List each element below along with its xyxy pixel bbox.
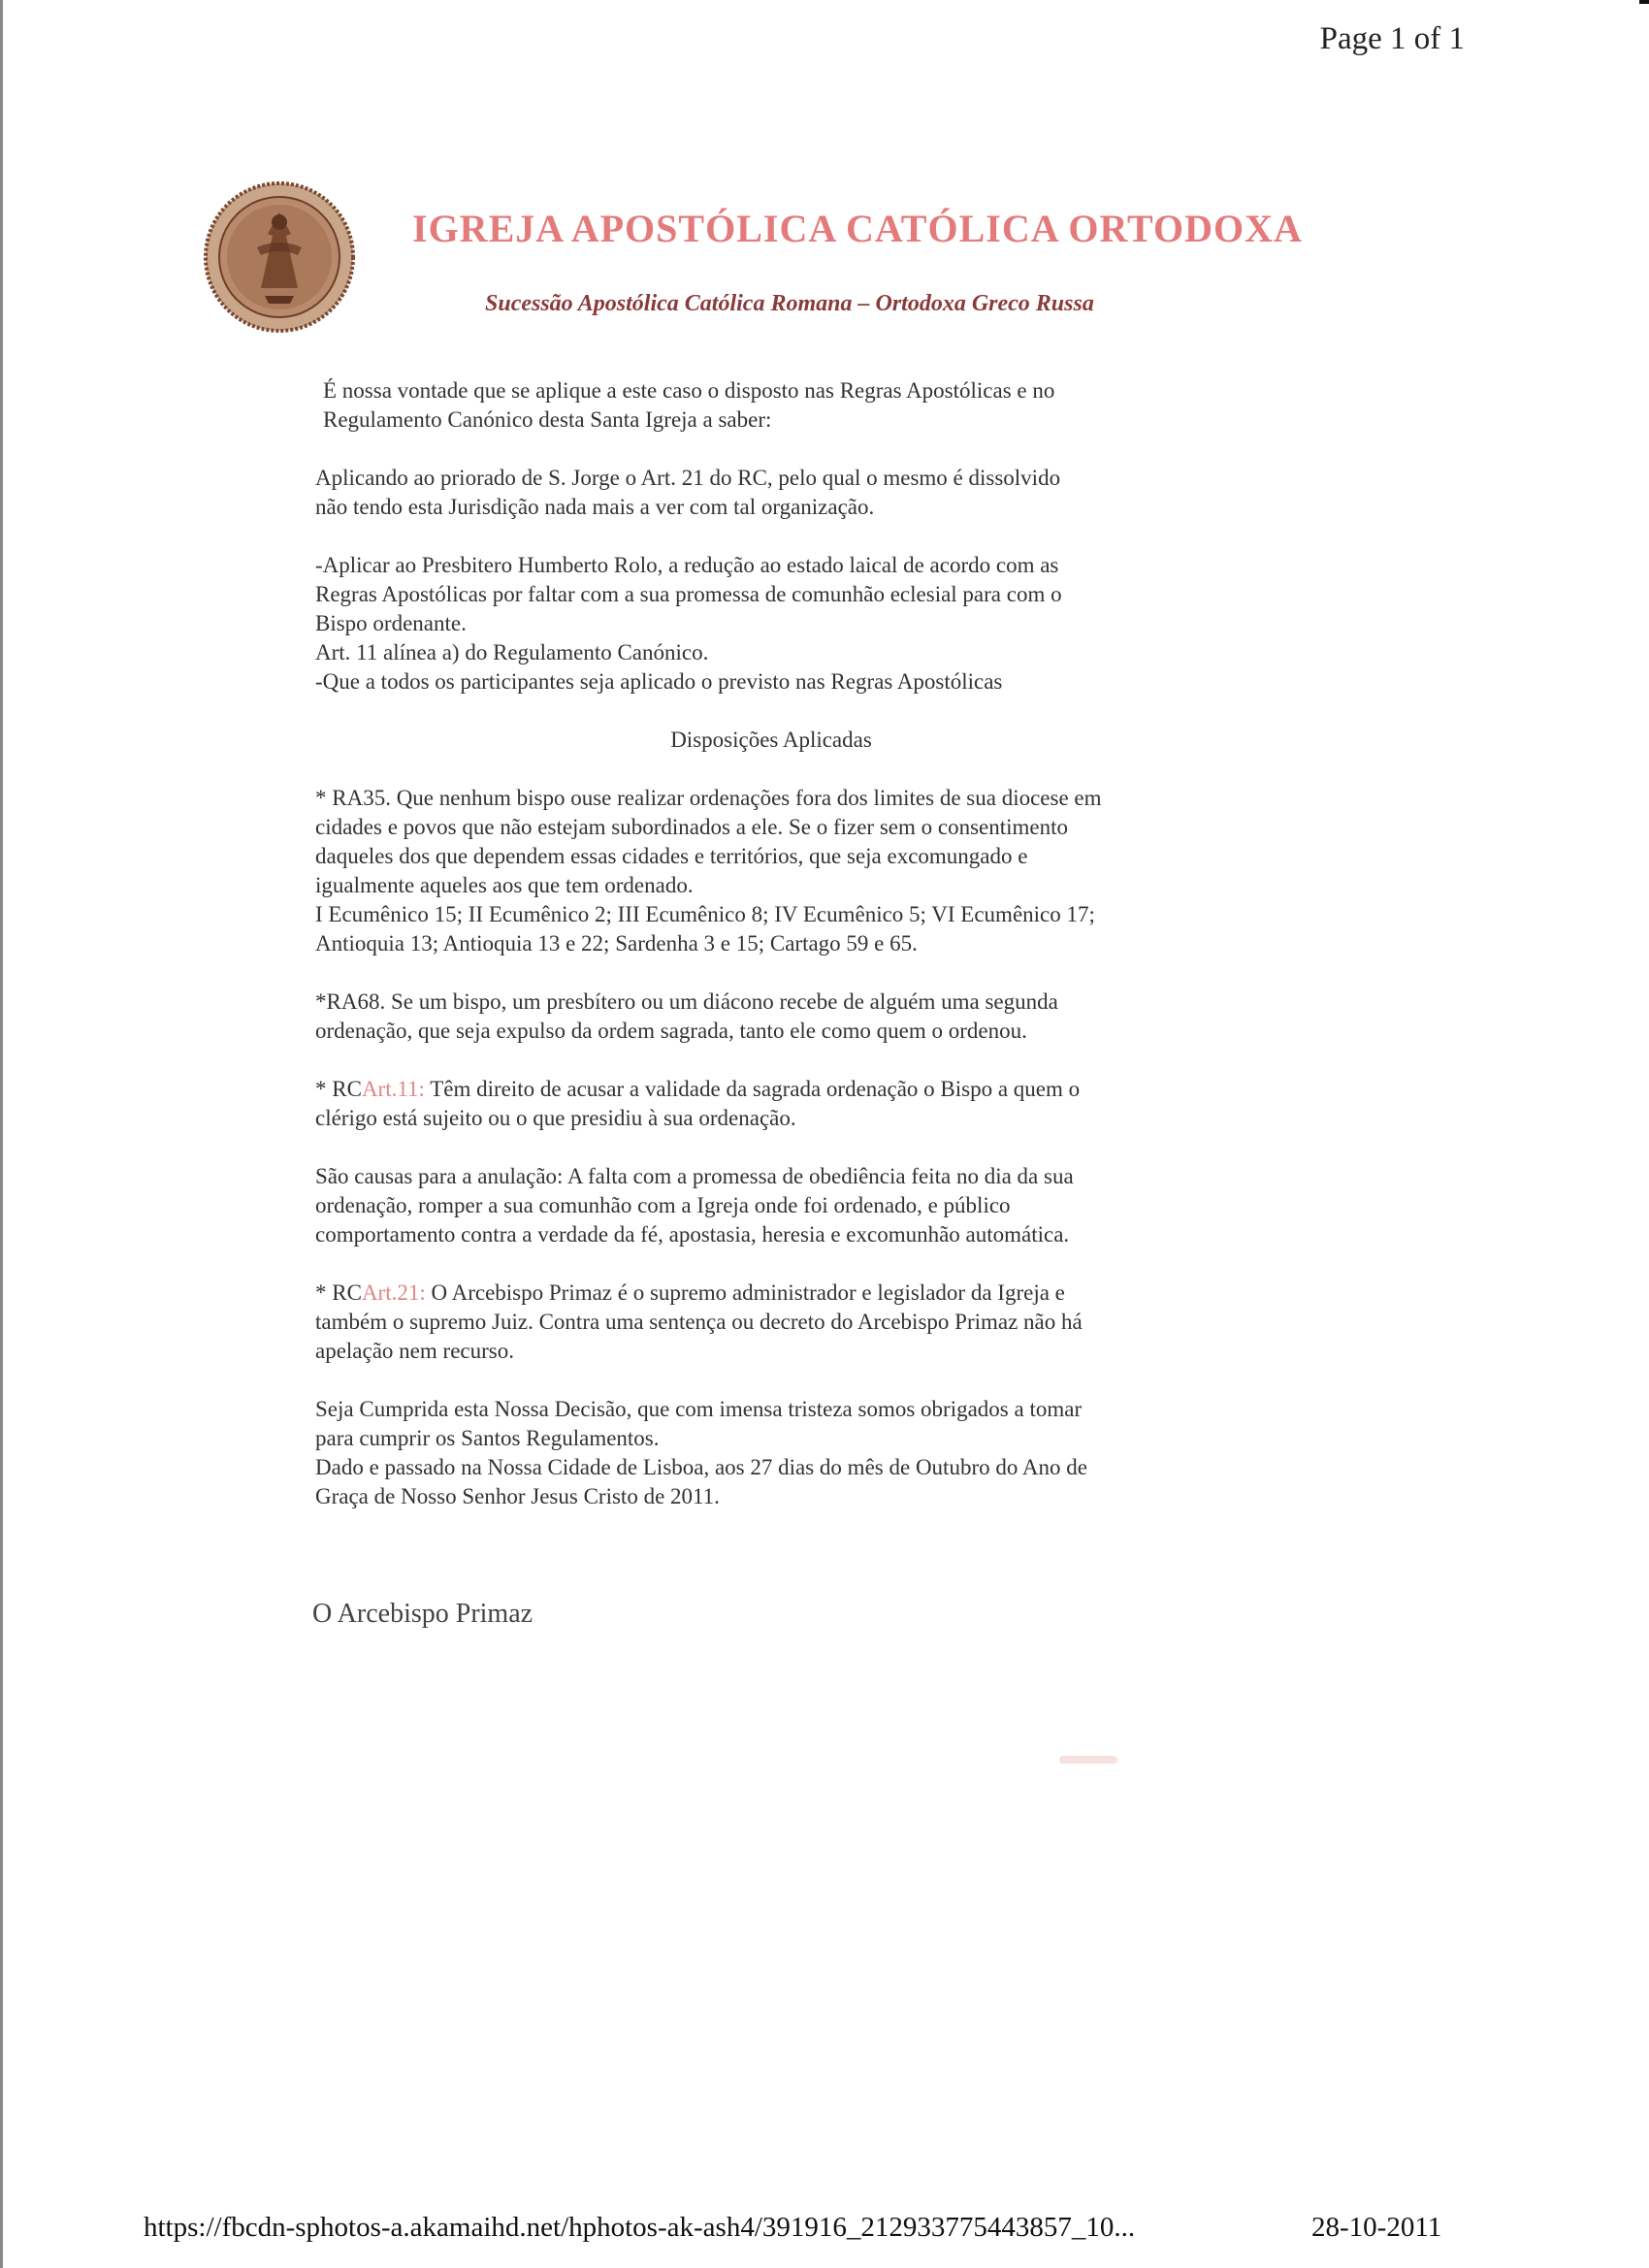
text-line: * RA35. Que nenhum bispo ouse realizar ordenações fora dos limites de sua diocese em: [315, 786, 1102, 810]
signature-line: O Arcebispo Primaz: [312, 1599, 534, 1629]
footer-date: 28-10-2011: [1311, 2212, 1442, 2243]
text-line: Aplicando ao priorado de S. Jorge o Art. 21 do RC, pelo qual o mesmo é dissolvido: [315, 466, 1061, 490]
disposicoes-heading: Disposições Aplicadas: [670, 728, 872, 752]
text-line: São causas para a anulação: A falta com a promessa de obediência feita no dia da sua: [315, 1164, 1074, 1188]
text-line: Têm direito de acusar a validade da sagrada ordenação o Bispo a quem o: [424, 1077, 1081, 1101]
rc-prefix: * RC: [315, 1077, 362, 1101]
anulacao-paragraph: [315, 1162, 1227, 1249]
footer-url: https://fbcdn-sphotos-a.akamaihd.net/hphotos-ak-ash4/391916_212933775443857_10...: [144, 2212, 1136, 2243]
intro-paragraph: [315, 376, 1227, 435]
text-line: apelação nem recurso.: [315, 1339, 514, 1363]
page-number: Page 1 of 1: [1319, 21, 1465, 56]
text-line: clérigo está sujeito ou o que presidiu à sua ordenação.: [315, 1106, 796, 1130]
text-line: Regras Apostólicas por faltar com a sua promessa de comunhão eclesial para com o: [315, 582, 1062, 606]
text-line: I Ecumênico 15; II Ecumênico 2; III Ecumênico 8; IV Ecumênico 5; VI Ecumênico 17;: [315, 902, 1095, 926]
decisao-paragraph: [315, 1395, 1227, 1511]
text-line: ordenação, romper a sua comunhão com a Igreja onde foi ordenado, e público: [315, 1193, 1011, 1217]
ink-smudge: [1059, 1756, 1117, 1764]
rc21-paragraph: [315, 1279, 1227, 1366]
presbitero-paragraph: [315, 551, 1227, 697]
text-line: -Que a todos os participantes seja aplicado o previsto nas Regras Apostólicas: [315, 669, 1003, 694]
ra35-paragraph: [315, 784, 1227, 958]
text-line: Art. 11 alínea a) do Regulamento Canónico.: [315, 640, 709, 664]
text-line: *RA68. Se um bispo, um presbítero ou um diácono recebe de alguém uma segunda: [315, 989, 1058, 1014]
text-line: É nossa vontade que se aplique a este caso o disposto nas Regras Apostólicas e no: [323, 378, 1055, 403]
decree-body: [315, 376, 1227, 1540]
text-line: também o supremo Juiz. Contra uma sentença ou decreto do Arcebispo Primaz não há: [315, 1310, 1083, 1334]
text-line: daqueles dos que dependem essas cidades e territórios, que seja excomungado e: [315, 844, 1028, 868]
article-reference: Art.11:: [361, 1077, 425, 1101]
text-line: -Aplicar ao Presbitero Humberto Rolo, a redução ao estado laical de acordo com as: [315, 553, 1059, 577]
text-line: Seja Cumprida esta Nossa Decisão, que com imensa tristeza somos obrigados a tomar: [315, 1397, 1083, 1421]
text-line: O Arcebispo Primaz é o supremo administrador e legislador da Igreja e: [425, 1280, 1065, 1305]
article-reference: Art.21:: [361, 1280, 426, 1305]
text-line: comportamento contra a verdade da fé, apostasia, heresia e excomunhão automática.: [315, 1222, 1070, 1247]
scan-corner-mark: [1639, 0, 1649, 4]
text-line: Antioquia 13; Antioquia 13 e 22; Sardenha 3 e 15; Cartago 59 e 65.: [315, 931, 918, 956]
rc11-paragraph: [315, 1075, 1227, 1133]
rc-prefix: * RC: [315, 1280, 362, 1305]
church-seal-icon: [197, 179, 362, 335]
priorado-paragraph: [315, 464, 1227, 522]
text-line: igualmente aqueles aos que tem ordenado.: [315, 873, 694, 897]
text-line: para cumprir os Santos Regulamentos.: [315, 1426, 660, 1450]
text-line: Graça de Nosso Senhor Jesus Cristo de 2011.: [315, 1484, 720, 1508]
text-line: Dado e passado na Nossa Cidade de Lisboa, aos 27 dias do mês de Outubro do Ano de: [315, 1455, 1087, 1479]
text-line: Regulamento Canónico desta Santa Igreja a saber:: [323, 407, 772, 432]
text-line: ordenação, que seja expulso da ordem sagrada, tanto ele como quem o ordenou.: [315, 1019, 1027, 1043]
text-line: Bispo ordenante.: [315, 611, 467, 635]
church-title: IGREJA APOSTÓLICA CATÓLICA ORTODOXA: [412, 207, 1303, 250]
text-line: cidades e povos que não estejam subordinados a ele. Se o fizer sem o consentimento: [315, 815, 1069, 839]
church-subtitle: Sucessão Apostólica Católica Romana – Ortodoxa Greco Russa: [485, 291, 1094, 316]
text-line: não tendo esta Jurisdição nada mais a ver com tal organização.: [315, 495, 875, 519]
ra68-paragraph: [315, 988, 1227, 1046]
scan-edge: [0, 0, 3, 2268]
